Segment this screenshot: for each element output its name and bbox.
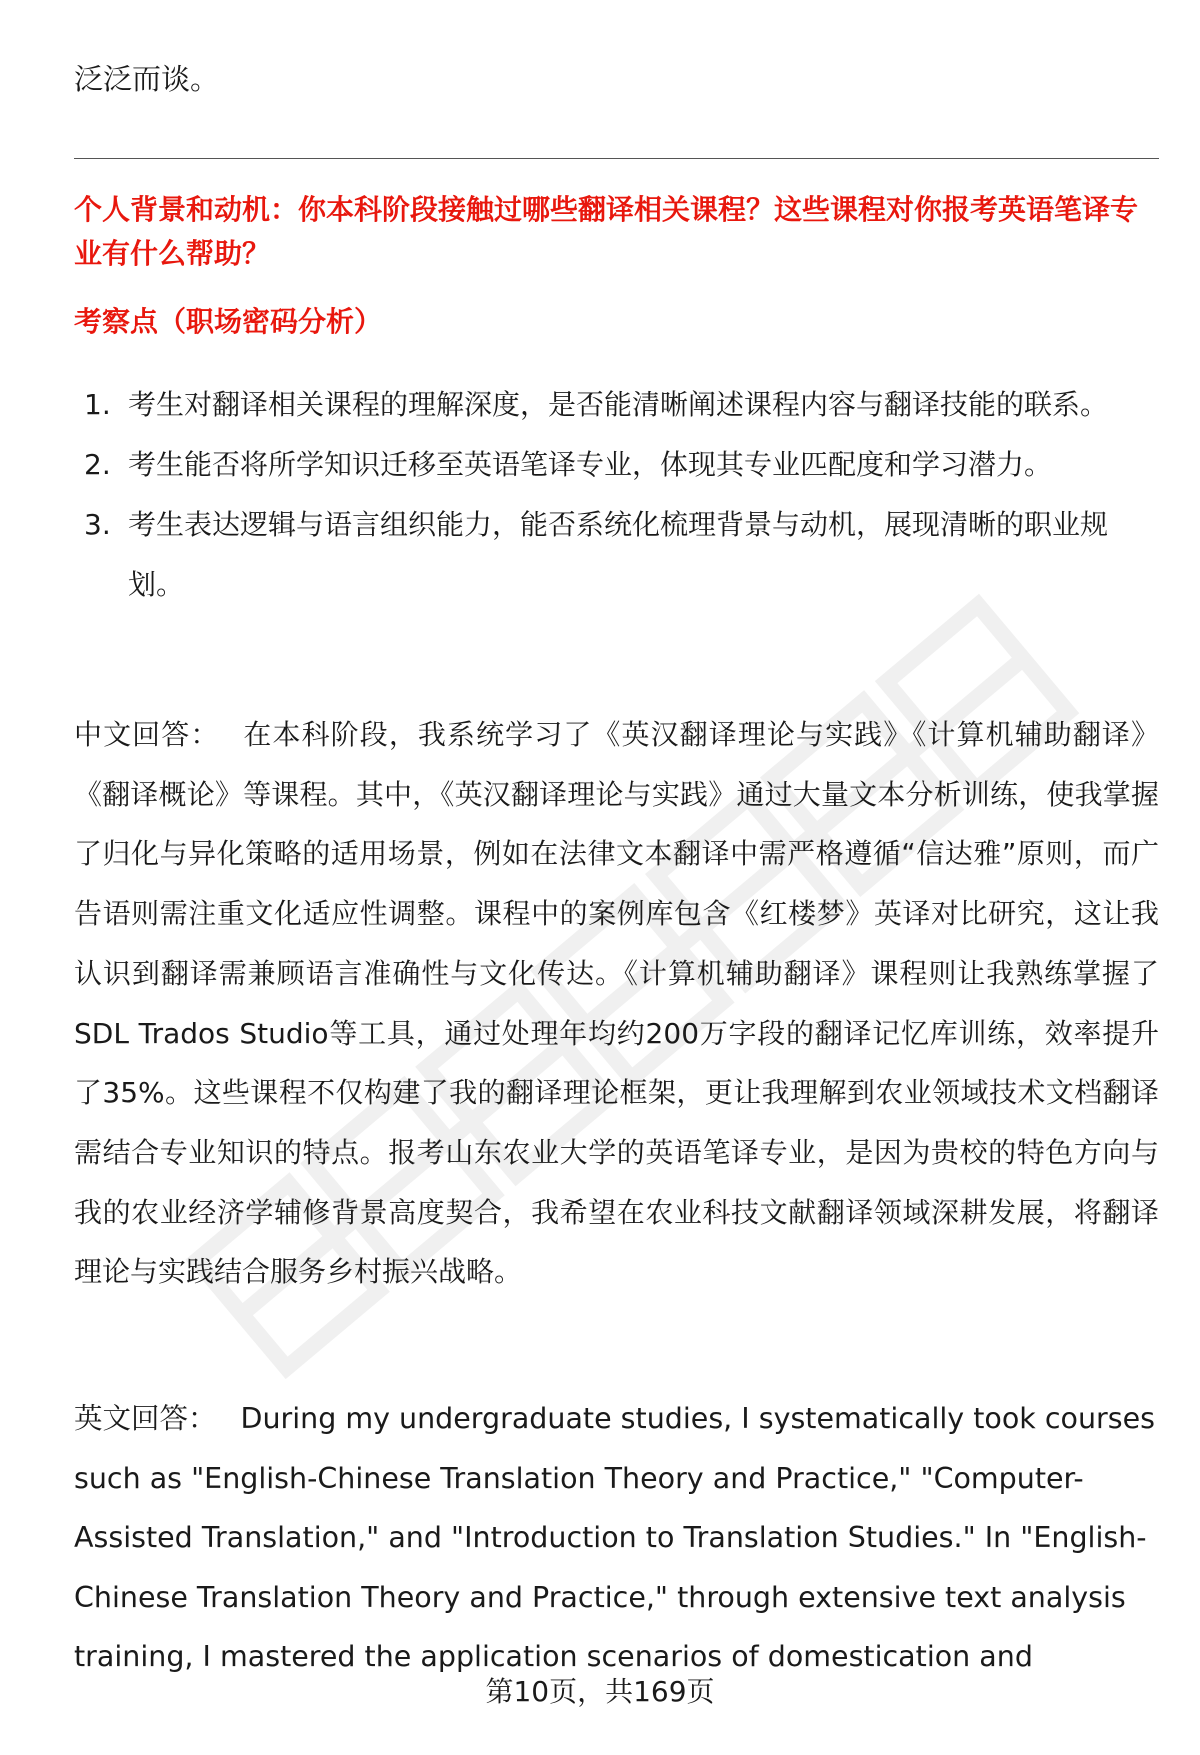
item-text: 考生表达逻辑与语言组织能力，能否系统化梳理背景与动机，展现清晰的职业规划。 (128, 508, 1109, 601)
item-number: 1. (84, 388, 111, 421)
chinese-answer-label: 中文回答： (74, 718, 220, 751)
english-answer-text: During my undergraduate studies, I systematically took courses such as "English-Chinese Translation Theory and Practice," "Computer-Assisted Translation," and "Introduction to Translation Studies." In "English-Chinese Translation Theory and Practice," through extensive text analysis training, I mastered the application scenarios of domestication and (74, 1402, 1155, 1673)
page-footer: 第10页，共169页 (485, 1675, 715, 1708)
assessment-item (74, 435, 1128, 495)
assessment-heading: 考察点（职场密码分析） (74, 305, 383, 338)
item-text: 考生能否将所学知识迁移至英语笔译专业，体现其专业匹配度和学习潜力。 (128, 448, 1053, 481)
carry-over-text: 泛泛而谈。 (74, 62, 220, 96)
assessment-item (74, 375, 1128, 435)
item-number: 3. (84, 508, 111, 541)
item-text: 考生对翻译相关课程的理解深度，是否能清晰阐述课程内容与翻译技能的联系。 (128, 388, 1109, 421)
english-answer-label: 英文回答： (74, 1402, 217, 1435)
assessment-list (74, 375, 1159, 615)
english-answer (74, 1389, 1159, 1689)
chinese-answer-text: 在本科阶段，我系统学习了《英汉翻译理论与实践》《计算机辅助翻译》《翻译概论》等课程。其中，《英汉翻译理论与实践》通过大量文本分析训练，使我掌握了归化与异化策略的适用场景，例如在法律文本翻译中需严格遵循“信达雅”原则，而广告语则需注重文化适应性调整。课程中的案例库包含《红楼梦》英译对比研究，这让我认识到翻译需兼顾语言准确性与文化传达。《计算机辅助翻译》课程则让我熟练掌握了SDL Trados Studio等工具，通过处理年均约200万字段的翻译记忆库训练，效率提升了35%。这些课程不仅构建了我的翻译理论框架，更让我理解到农业领域技术文档翻译需结合专业知识的特点。报考山东农业大学的英语笔译专业，是因为贵校的特色方向与我的农业经济学辅修背景高度契合，我希望在农业科技文献翻译领域深耕发展，将翻译理论与实践结合服务乡村振兴战略。 (74, 718, 1159, 1289)
assessment-item (74, 495, 1128, 615)
section-divider (74, 158, 1159, 159)
chinese-answer (74, 705, 1159, 1302)
question-heading: 个人背景和动机：你本科阶段接触过哪些翻译相关课程？这些课程对你报考英语笔译专业有什么帮助？ (74, 193, 1139, 270)
item-number: 2. (84, 448, 111, 481)
